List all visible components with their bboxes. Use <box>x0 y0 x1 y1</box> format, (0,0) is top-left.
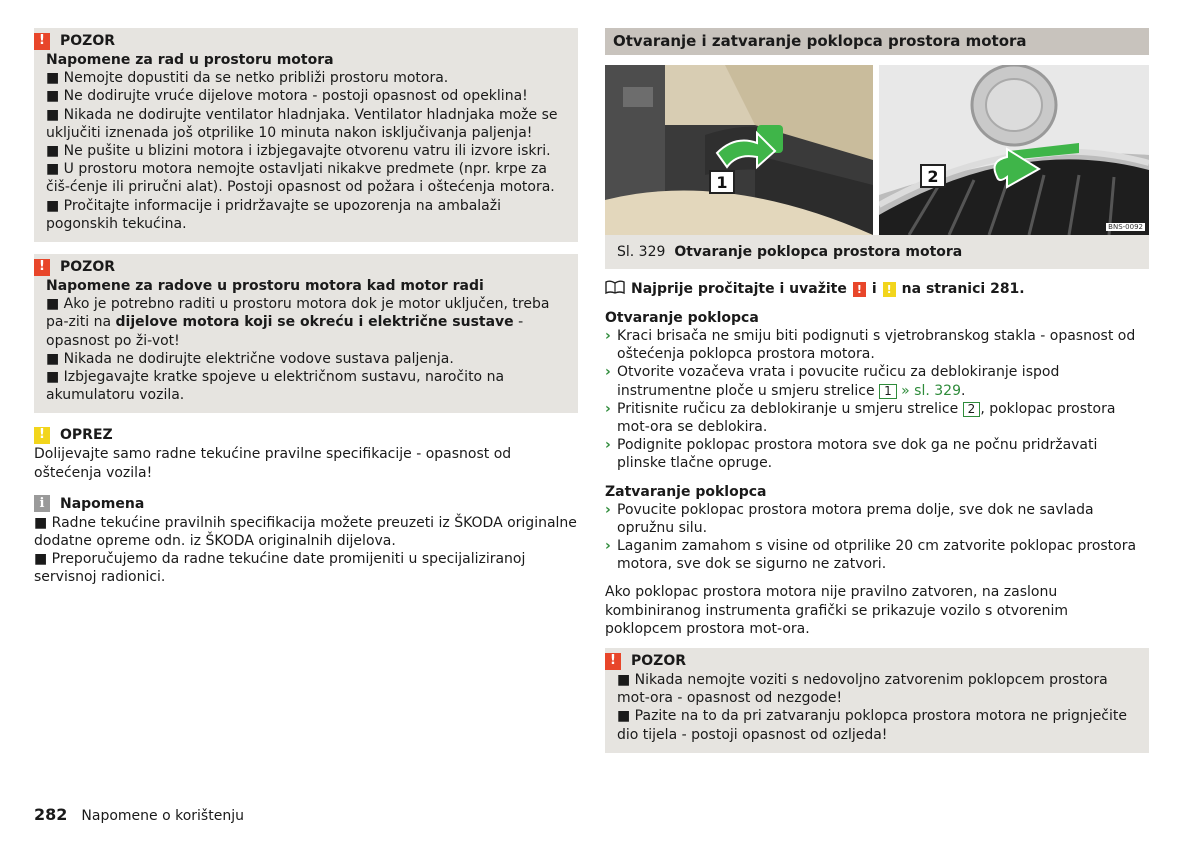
caution-label: OPREZ <box>60 427 113 444</box>
warning-icon: ! <box>605 653 621 670</box>
warning-line: ■ Nemojte dopustiti da se netko približi prostoru motora. <box>46 70 449 87</box>
warning-title: Napomene za radove u prostoru motora kad motor radi <box>46 278 484 295</box>
step-text: , poklopac prostora mot-ora se deblokira. <box>617 400 1116 436</box>
step-item: › Povucite poklopac prostora motora prema dolje, sve dok ne savlada opružnu silu. <box>605 501 1149 537</box>
warning-text: ■ Ako je potrebno raditi u prostoru motora dok je motor uključen, treba pa-ziti na <box>46 296 550 331</box>
page-footer <box>34 805 244 824</box>
warning-label: POZOR <box>60 258 115 275</box>
caution-block <box>34 425 578 481</box>
warning-label: POZOR <box>60 32 115 49</box>
read-first-page-link[interactable]: na stranici 281. <box>901 281 1025 297</box>
left-column <box>34 28 578 587</box>
caption-text: Otvaranje poklopca prostora motora <box>674 244 963 260</box>
note-block <box>34 494 578 587</box>
arrow-ref-1: 1 <box>879 384 897 399</box>
read-first-note <box>605 279 1149 299</box>
step-item: › Kraci brisača ne smiju biti podignuti s vjetrobranskog stakla - opasnost od oštećenja poklopca prostora motora. <box>605 327 1149 363</box>
note-label: Napomena <box>60 495 145 512</box>
figure-image-release-lever <box>605 65 873 235</box>
warning-line: ■ Nikada nemojte voziti s nedovoljno zatvorenim poklopcem prostora mot-ora - opasnost od nezgode! <box>617 672 1108 707</box>
warning-emphasis: dijelove motora koji se okreću i električne sustave <box>115 314 514 331</box>
closing-title: Zatvaranje poklopca <box>605 483 767 500</box>
read-first-text: Najprije pročitajte i uvažite <box>631 281 847 297</box>
note-line: ■ Radne tekućine pravilnih specifikacija možete preuzeti iz ŠKODA originalne dodatne opreme odn. iz ŠKODA originalnih dijelova. <box>34 514 577 550</box>
right-column <box>605 28 1149 753</box>
opening-title: Otvaranje poklopca <box>605 310 759 326</box>
caution-text: Dolijevajte samo radne tekućine pravilne specifikacije - opasnost od oštećenja vozila! <box>34 446 512 481</box>
closing-steps <box>605 501 1149 574</box>
warning-icon: ! <box>853 282 866 297</box>
figure-marker-1: 1 <box>716 173 728 192</box>
figure-caption <box>605 235 1149 269</box>
warning-line: ■ U prostoru motora nemojte ostavljati nikakve predmete (npr. krpe za čiš-ćenje ili priručni alat). Postoji opasnost od požara i oštećenja motora. <box>46 161 555 196</box>
info-icon: i <box>34 495 50 512</box>
figure-code: BNS-0092 <box>1108 223 1143 231</box>
warning-box-engine-work <box>34 28 578 242</box>
warning-text: - opasnost po ži-vot! <box>46 314 524 349</box>
note-header <box>34 494 578 514</box>
figure-image-hood-latch <box>879 65 1149 235</box>
warning-line: ■ Pazite na to da pri zatvaranju poklopca prostora motora ne prignječite dio tijela - postoji opasnost od ozljeda! <box>617 708 1127 743</box>
caution-icon: ! <box>883 282 896 297</box>
caution-header <box>34 425 578 445</box>
book-icon <box>605 280 625 298</box>
caution-icon: ! <box>34 427 50 444</box>
arrow-ref-2: 2 <box>963 402 981 417</box>
warning-box-driving <box>605 648 1149 753</box>
step-text: Otvorite vozačeva vrata i povucite ručicu za deblokiranje ispod instrumentne ploče u smjeru strelice <box>617 364 1060 399</box>
read-first-and: i <box>871 281 877 297</box>
warning-title: Napomene za rad u prostoru motora <box>46 52 334 68</box>
note-line: ■ Preporučujemo da radne tekućine date promijeniti u specijaliziranoj servisnoj radionici. <box>34 551 526 586</box>
warning-line <box>46 295 566 350</box>
caption-number: Sl. 329 <box>617 244 666 260</box>
warning-line: ■ Nikada ne dodirujte električne vodove sustava paljenja. <box>46 350 454 367</box>
page-number: 282 <box>34 805 68 824</box>
warning-icon: ! <box>34 259 50 276</box>
figure-marker-2: 2 <box>927 167 939 186</box>
warning-icon: ! <box>34 33 50 50</box>
step-item: › Podignite poklopac prostora motora sve dok ga ne počnu pridržavati plinske tlačne opruge. <box>605 436 1149 472</box>
warning-line: ■ Ne dodirujte vruće dijelove motora - postoji opasnost od opeklina! <box>46 88 528 105</box>
figure-engine-hood <box>605 65 1149 235</box>
info-paragraph: Ako poklopac prostora motora nije pravilno zatvoren, na zaslonu kombiniranog instrumenta grafički se prikazuje vozilo s otvorenim poklopcem prostora mot-ora. <box>605 584 1069 637</box>
warning-header <box>34 257 566 277</box>
section-title: Otvaranje i zatvaranje poklopca prostora motora <box>605 28 1149 55</box>
warning-label: POZOR <box>631 652 686 669</box>
step-text: Pritisnite ručicu za deblokiranje u smjeru strelice <box>617 400 959 417</box>
opening-steps <box>605 327 1149 473</box>
figure-link[interactable]: » sl. 329 <box>901 382 961 399</box>
warning-header <box>34 31 566 51</box>
warning-line: ■ Pročitajte informacije i pridržavajte se upozorenja na ambalaži pogonskih tekućina. <box>46 197 501 232</box>
warning-line: ■ Izbjegavajte kratke spojeve u električnom sustavu, naročito na akumulatoru vozila. <box>46 369 505 404</box>
step-item <box>605 400 1149 436</box>
chapter-title: Napomene o korištenju <box>81 808 244 824</box>
warning-line: ■ Nikada ne dodirujte ventilator hladnjaka. Ventilator hladnjaka može se uključiti iznenada još otprilike 10 minuta nakon isključivanja paljenja! <box>46 106 558 141</box>
warning-box-engine-running <box>34 254 578 413</box>
warning-header <box>605 651 1137 671</box>
step-item: › Laganim zamahom s visine od otprilike 20 cm zatvorite poklopac prostora motora, sve dok se sigurno ne zatvori. <box>605 537 1149 573</box>
warning-line: ■ Ne pušite u blizini motora i izbjegavajte otvorenu vatru ili izvore iskri. <box>46 143 551 160</box>
step-item: › Otvorite vozačeva vrata i povucite ručicu za deblokiranje ispod instrumentne ploče u smjeru strelice 1 » sl. 329. <box>605 363 1149 399</box>
